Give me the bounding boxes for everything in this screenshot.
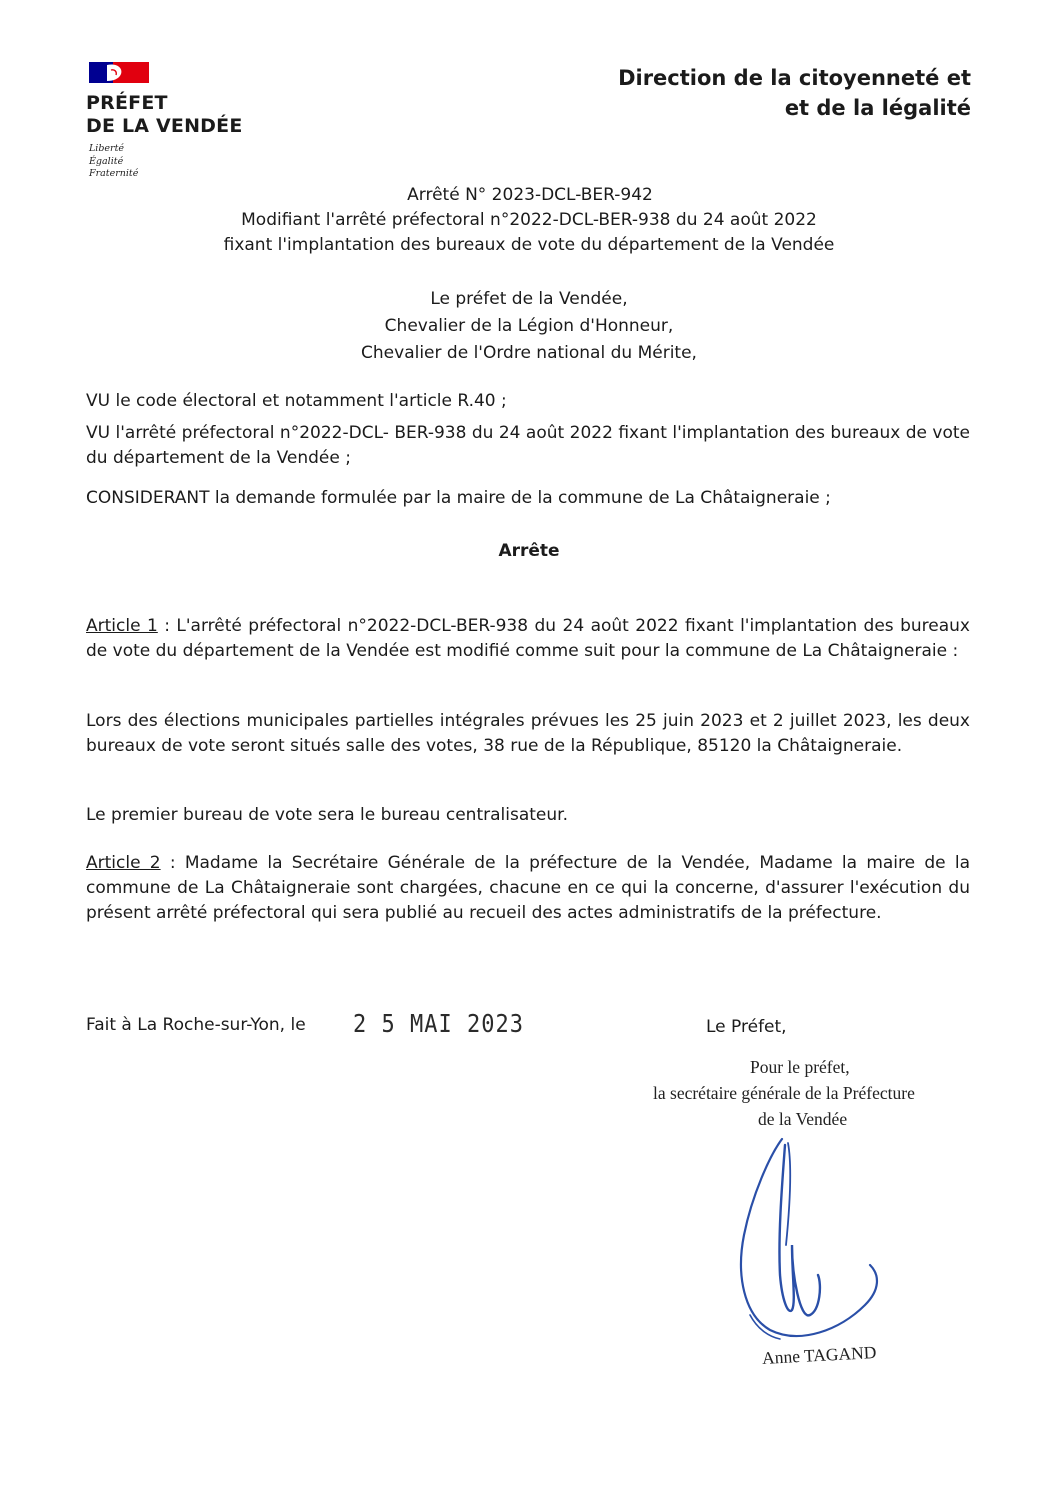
devise-egalite: Égalité <box>89 155 124 167</box>
visa-arrete-2022: VU l'arrêté préfectoral n°2022-DCL- BER-938 du 24 août 2022 fixant l'implantation des bureaux de vote du département de la Vendée ; <box>86 423 970 468</box>
marianne-logo-icon <box>89 62 149 83</box>
delegation-line-1: Pour le préfet, <box>750 1057 850 1077</box>
direction-line-2: et de la légalité <box>784 96 971 120</box>
devise-liberte: Liberté <box>89 143 125 154</box>
prefet-block <box>86 92 243 138</box>
article-1-centralisateur: Le premier bureau de vote sera le bureau centralisateur. <box>86 805 568 825</box>
article-2-label: Article 2 <box>86 853 161 873</box>
prefet-intro <box>0 286 1058 367</box>
article-1-label: Article 1 <box>86 616 158 636</box>
visa-code-electoral: VU le code électoral et notamment l'article R.40 ; <box>86 391 507 411</box>
arrete-title <box>0 183 1058 258</box>
arrete-subtitle-1: Modifiant l'arrêté préfectoral n°2022-DCL-BER-938 du 24 août 2022 <box>241 210 817 230</box>
handwritten-signature-icon <box>730 1125 890 1350</box>
article-2 <box>86 851 970 926</box>
delegation-line-2: la secrétaire générale de la Préfecture <box>653 1083 915 1103</box>
signer-name: Anne TAGAND <box>761 1342 877 1368</box>
article-2-text: : Madame la Secrétaire Générale de la préfecture de la Vendée, Madame la maire de la commune de La Châtaigneraie sont chargées, chacune en ce qui la concerne, d'assurer l'exécution du présent arrêté préfectoral qui sera publié au recueil des actes administratifs de la préfecture. <box>86 853 970 923</box>
arrete-heading: Arrête <box>498 541 560 561</box>
prefet-line-2: DE LA VENDÉE <box>86 115 243 137</box>
prefet-line-1: PRÉFET <box>86 92 168 114</box>
delegation-stamp <box>640 1054 980 1132</box>
prefet-intro-line-3: Chevalier de l'Ordre national du Mérite, <box>361 343 697 363</box>
arrete-number: Arrêté N° 2023-DCL-BER-942 <box>407 185 653 205</box>
direction-heading <box>618 63 971 123</box>
delegation-line-3: de la Vendée <box>758 1109 848 1129</box>
date-stamp: 2 5 MAI 2023 <box>353 1010 524 1039</box>
devise-fraternite: Fraternité <box>89 168 139 179</box>
direction-line-1: Direction de la citoyenneté et <box>618 66 971 90</box>
devise <box>89 143 138 181</box>
le-prefet: Le Préfet, <box>706 1017 787 1037</box>
fait-a: Fait à La Roche-sur-Yon, le <box>86 1015 306 1035</box>
prefet-intro-line-1: Le préfet de la Vendée, <box>430 289 628 309</box>
article-1-elections: Lors des élections municipales partielles intégrales prévues les 25 juin 2023 et 2 juillet 2023, les deux bureaux de vote seront situés salle des votes, 38 rue de la République, 85120 la Châtaigneraie. <box>86 711 970 756</box>
arrete-subtitle-2: fixant l'implantation des bureaux de vote du département de la Vendée <box>223 235 835 255</box>
article-1-text: : L'arrêté préfectoral n°2022-DCL-BER-938 du 24 août 2022 fixant l'implantation des bureaux de vote du département de la Vendée est modifié comme suit pour la commune de La Châtaigneraie : <box>86 616 970 661</box>
prefet-intro-line-2: Chevalier de la Légion d'Honneur, <box>384 316 674 336</box>
article-1 <box>86 614 970 664</box>
considerant: CONSIDERANT la demande formulée par la maire de la commune de La Châtaigneraie ; <box>86 488 831 508</box>
